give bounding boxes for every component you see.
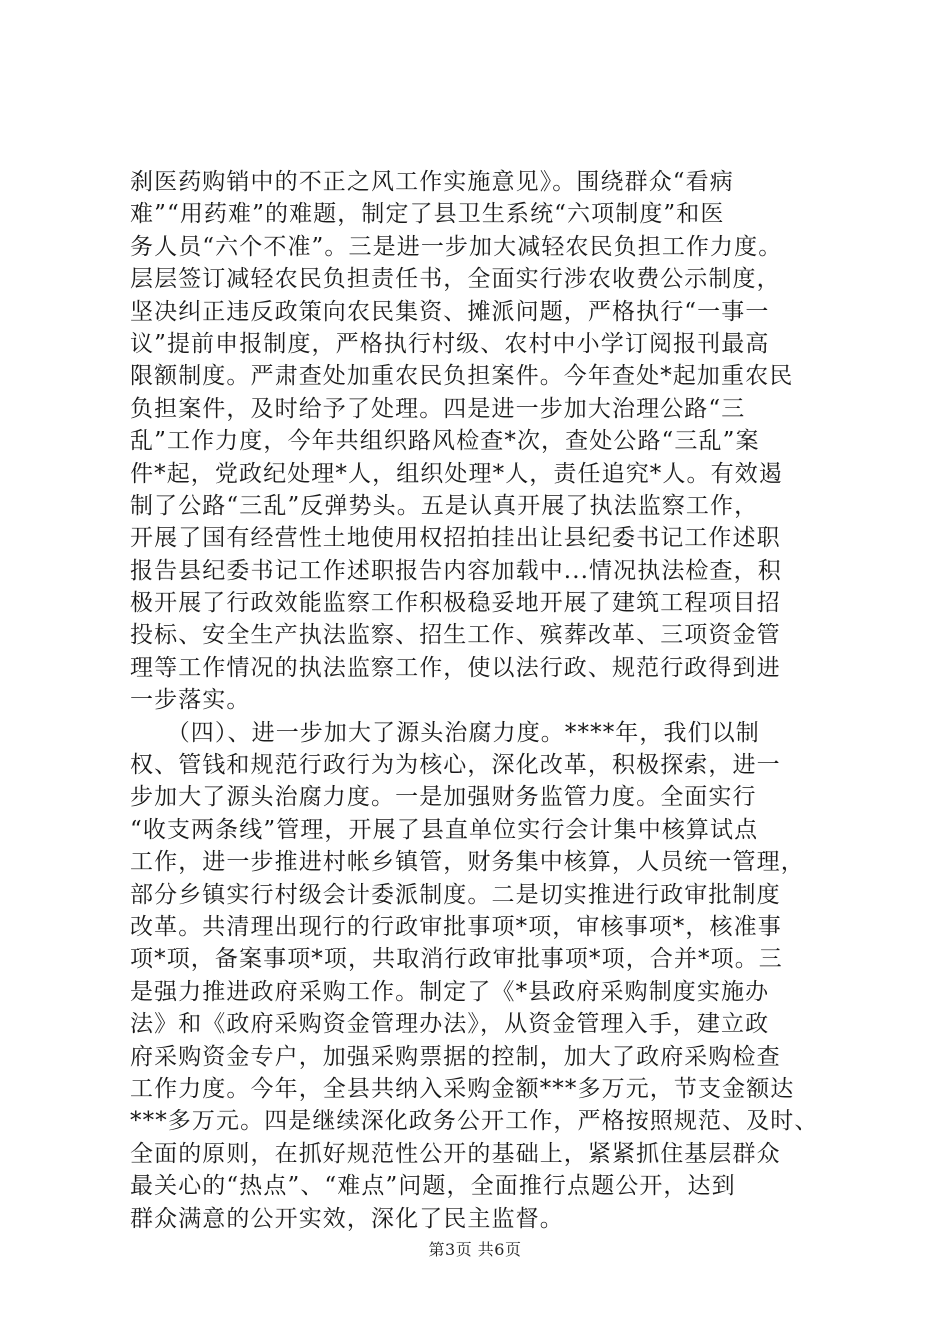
text-line: 开展了国有经营性土地使用权招拍挂出让县纪委书记工作述职 bbox=[130, 525, 781, 552]
text-line: 难”“用药难”的难题，制定了县卫生系统“六项制度”和医 bbox=[130, 201, 725, 228]
text-line: 一步落实。 bbox=[130, 687, 251, 714]
text-line: 工作力度。今年，全县共纳入采购金额***多万元，节支金额达 bbox=[130, 1075, 795, 1102]
text-line: ***多万元。四是继续深化政务公开工作，严格按照规范、及时、 bbox=[130, 1108, 819, 1135]
text-line: 报告县纪委书记工作述职报告内容加载中...情况执法检查，积 bbox=[130, 557, 782, 584]
text-line: （四）、进一步加大了源头治腐力度。****年，我们以制 bbox=[130, 719, 760, 746]
text-line: 群众满意的公开实效，深化了民主监督。 bbox=[130, 1205, 564, 1232]
text-line: “收支两条线”管理，开展了县直单位实行会计集中核算试点 bbox=[130, 816, 759, 843]
text-line: 项*项，备案事项*项，共取消行政审批事项*项，合并*项。三 bbox=[130, 946, 783, 973]
text-line: 步加大了源头治腐力度。一是加强财务监管力度。全面实行 bbox=[130, 784, 757, 811]
body-text bbox=[130, 166, 830, 1235]
text-line: 制了公路“三乱”反弹势头。五是认真开展了执法监察工作， bbox=[130, 492, 759, 519]
text-line: 理等工作情况的执法监察工作，使以法行政、规范行政得到进 bbox=[130, 654, 781, 681]
text-line: 乱”工作力度，今年共组织路风检查*次，查处公路“三乱”案 bbox=[130, 428, 760, 455]
text-line: 务人员“六个不准”。三是进一步加大减轻农民负担工作力度。 bbox=[130, 233, 783, 260]
text-line: 是强力推进政府采购工作。制定了《*县政府采购制度实施办 bbox=[130, 978, 770, 1005]
text-line: 改革。共清理出现行的行政审批事项*项，审核事项*，核准事 bbox=[130, 913, 782, 940]
text-line: 极开展了行政效能监察工作积极稳妥地开展了建筑工程项目招 bbox=[130, 590, 781, 617]
text-line: 工作，进一步推进村帐乡镇管，财务集中核算，人员统一管理， bbox=[130, 849, 805, 876]
text-line: 权、管钱和规范行政行为为核心，深化改革，积极探索，进一 bbox=[130, 752, 781, 779]
text-line: 限额制度。严肃查处加重农民负担案件。今年查处*起加重农民 bbox=[130, 363, 794, 390]
text-line: 最关心的“热点”、“难点”问题，全面推行点题公开，达到 bbox=[130, 1173, 736, 1200]
text-line: 投标、安全生产执法监察、招生工作、殡葬改革、三项资金管 bbox=[130, 622, 781, 649]
page-footer: 第3页 共6页 bbox=[428, 1240, 522, 1259]
text-line: 件*起，党政纪处理*人，组织处理*人，责任追究*人。有效遏 bbox=[130, 460, 783, 487]
text-line: 府采购资金专户，加强采购票据的控制，加大了政府采购检查 bbox=[130, 1043, 781, 1070]
text-line: 负担案件，及时给予了处理。四是进一步加大治理公路“三 bbox=[130, 395, 746, 422]
text-line: 全面的原则，在抓好规范性公开的基础上，紧紧抓住基层群众 bbox=[130, 1140, 781, 1167]
text-line: 层层签订减轻农民负担责任书，全面实行涉农收费公示制度， bbox=[130, 266, 781, 293]
text-line: 部分乡镇实行村级会计委派制度。二是切实推进行政审批制度 bbox=[130, 881, 781, 908]
text-line: 刹医药购销中的不正之风工作实施意见》。围绕群众“看病 bbox=[130, 169, 734, 195]
text-line: 坚决纠正违反政策向农民集资、摊派问题，严格执行“一事一 bbox=[130, 298, 770, 325]
text-line: 法》和《政府采购资金管理办法》，从资金管理入手，建立政 bbox=[130, 1011, 770, 1038]
text-line: 议”提前申报制度，严格执行村级、农村中小学订阅报刊最高 bbox=[130, 330, 770, 357]
